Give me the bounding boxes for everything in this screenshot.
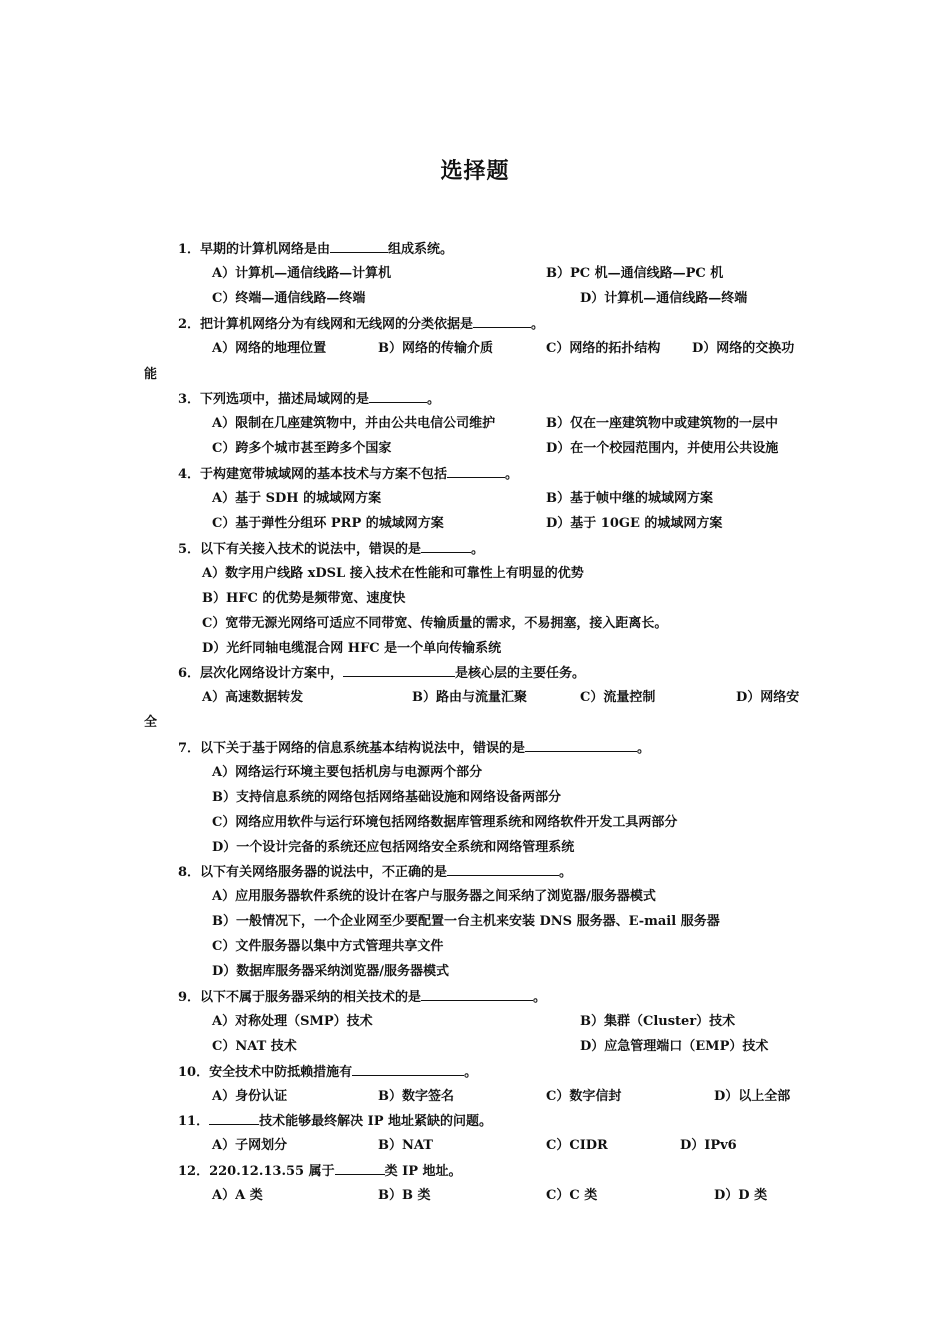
question-2-option-b: B）网络的传输介质: [378, 341, 493, 356]
question-7-option-d: D）一个设计完备的系统还应包括网络安全系统和网络管理系统: [212, 840, 575, 855]
question-1-option-d: D）计算机—通信线路—终端: [580, 291, 748, 306]
answer-blank: [369, 390, 427, 403]
question-7-stem: 7．以下关于基于网络的信息系统基本结构说法中，错误的是 。: [178, 741, 651, 756]
question-3-option-b: B）仅在一座建筑物中或建筑物的一层中: [546, 416, 778, 431]
question-6-option-d: D）网络安: [736, 690, 800, 705]
question-12-option-d: D）D 类: [714, 1188, 768, 1203]
question-12-stem: 12．220.12.13.55 属于 类 IP 地址。: [178, 1164, 462, 1179]
answer-blank: [352, 1063, 464, 1076]
question-12-option-b: B）B 类: [378, 1188, 431, 1203]
question-1-option-b: B）PC 机—通信线路—PC 机: [546, 266, 724, 281]
question-11-option-a: A）子网划分: [212, 1138, 288, 1153]
question-3-option-d: D）在一个校园范围内，并使用公共设施: [546, 441, 779, 456]
question-11-option-d: D）IPv6: [680, 1138, 737, 1153]
answer-blank: [343, 664, 455, 677]
question-10-stem: 10．安全技术中防抵赖措施有 。: [178, 1065, 478, 1080]
question-8-option-a: A）应用服务器软件系统的设计在客户与服务器之间采纳了浏览器/服务器模式: [212, 889, 656, 904]
question-5-option-d: D）光纤同轴电缆混合网 HFC 是一个单向传输系统: [202, 641, 502, 656]
question-9-stem: 9．以下不属于服务器采纳的相关技术的是 。: [178, 990, 547, 1005]
question-11-option-c: C）CIDR: [546, 1138, 608, 1153]
question-5-option-c: C）宽带无源光网络可适应不同带宽、传输质量的需求，不易拥塞，接入距离长。: [202, 616, 668, 631]
question-2-option-a: A）网络的地理位置: [212, 341, 327, 356]
answer-blank: [525, 739, 637, 752]
question-5-option-b: B）HFC 的优势是频带宽、速度快: [202, 591, 406, 606]
question-5-option-a: A）数字用户线路 xDSL 接入技术在性能和可靠性上有明显的优势: [202, 566, 584, 581]
question-2-option-c: C）网络的拓扑结构: [546, 341, 661, 356]
question-8-option-c: C）文件服务器以集中方式管理共享文件: [212, 939, 444, 954]
question-8-option-d: D）数据库服务器采纳浏览器/服务器模式: [212, 964, 450, 979]
question-8-stem: 8．以下有关网络服务器的说法中，不正确的是 。: [178, 865, 573, 880]
question-11-option-b: B）NAT: [378, 1138, 433, 1153]
question-11-stem: 11． 技术能够最终解决 IP 地址紧缺的问题。: [178, 1114, 493, 1129]
answer-blank: [421, 988, 533, 1001]
question-4-option-d: D）基于 10GE 的城域网方案: [546, 516, 723, 531]
question-4-stem: 4．于构建宽带城域网的基本技术与方案不包括 。: [178, 467, 519, 482]
question-6-option-a: A）高速数据转发: [202, 690, 304, 705]
question-10-option-b: B）数字签名: [378, 1089, 454, 1104]
question-2-option-d-wrap: 能: [144, 367, 158, 382]
question-10-option-c: C）数字信封: [546, 1089, 622, 1104]
answer-blank: [330, 240, 388, 253]
question-6-option-b: B）路由与流量汇聚: [412, 690, 527, 705]
question-9-option-c: C）NAT 技术: [212, 1039, 297, 1054]
question-1-option-a: A）计算机—通信线路—计算机: [212, 266, 392, 281]
question-4-option-c: C）基于弹性分组环 PRP 的城域网方案: [212, 516, 444, 531]
question-6-stem: 6．层次化网络设计方案中， 是核心层的主要任务。: [178, 666, 586, 681]
question-9-option-a: A）对称处理（SMP）技术: [212, 1014, 373, 1029]
question-3-option-c: C）跨多个城市甚至跨多个国家: [212, 441, 392, 456]
answer-blank: [473, 315, 531, 328]
question-4-option-a: A）基于 SDH 的城域网方案: [212, 491, 382, 506]
question-10-option-a: A）身份认证: [212, 1089, 288, 1104]
question-1-stem: 1．早期的计算机网络是由 组成系统。: [178, 242, 454, 257]
answer-blank: [447, 465, 505, 478]
question-8-option-b: B）一般情况下，一个企业网至少要配置一台主机来安装 DNS 服务器、E-mail 服务器: [212, 914, 720, 929]
page-title: 选择题: [440, 159, 510, 184]
question-9-option-d: D）应急管理端口（EMP）技术: [580, 1039, 769, 1054]
answer-blank: [447, 863, 559, 876]
question-1-option-c: C）终端—通信线路—终端: [212, 291, 366, 306]
question-7-option-c: C）网络应用软件与运行环境包括网络数据库管理系统和网络软件开发工具两部分: [212, 815, 678, 830]
question-3-option-a: A）限制在几座建筑物中，并由公共电信公司维护: [212, 416, 496, 431]
question-12-option-a: A）A 类: [212, 1188, 263, 1203]
question-7-option-a: A）网络运行环境主要包括机房与电源两个部分: [212, 765, 483, 780]
question-4-option-b: B）基于帧中继的城域网方案: [546, 491, 713, 506]
question-3-stem: 3．下列选项中，描述局域网的是 。: [178, 392, 441, 407]
answer-blank: [335, 1162, 385, 1175]
question-7-option-b: B）支持信息系统的网络包括网络基础设施和网络设备两部分: [212, 790, 561, 805]
answer-blank: [209, 1112, 259, 1125]
question-10-option-d: D）以上全部: [714, 1089, 791, 1104]
question-6-option-d-wrap: 全: [144, 715, 158, 730]
answer-blank: [421, 540, 471, 553]
question-2-stem: 2．把计算机网络分为有线网和无线网的分类依据是 。: [178, 317, 545, 332]
question-9-option-b: B）集群（Cluster）技术: [580, 1014, 736, 1029]
question-6-option-c: C）流量控制: [580, 690, 656, 705]
question-5-stem: 5．以下有关接入技术的说法中，错误的是 。: [178, 542, 485, 557]
question-2-option-d: D）网络的交换功: [692, 341, 795, 356]
question-12-option-c: C）C 类: [546, 1188, 598, 1203]
